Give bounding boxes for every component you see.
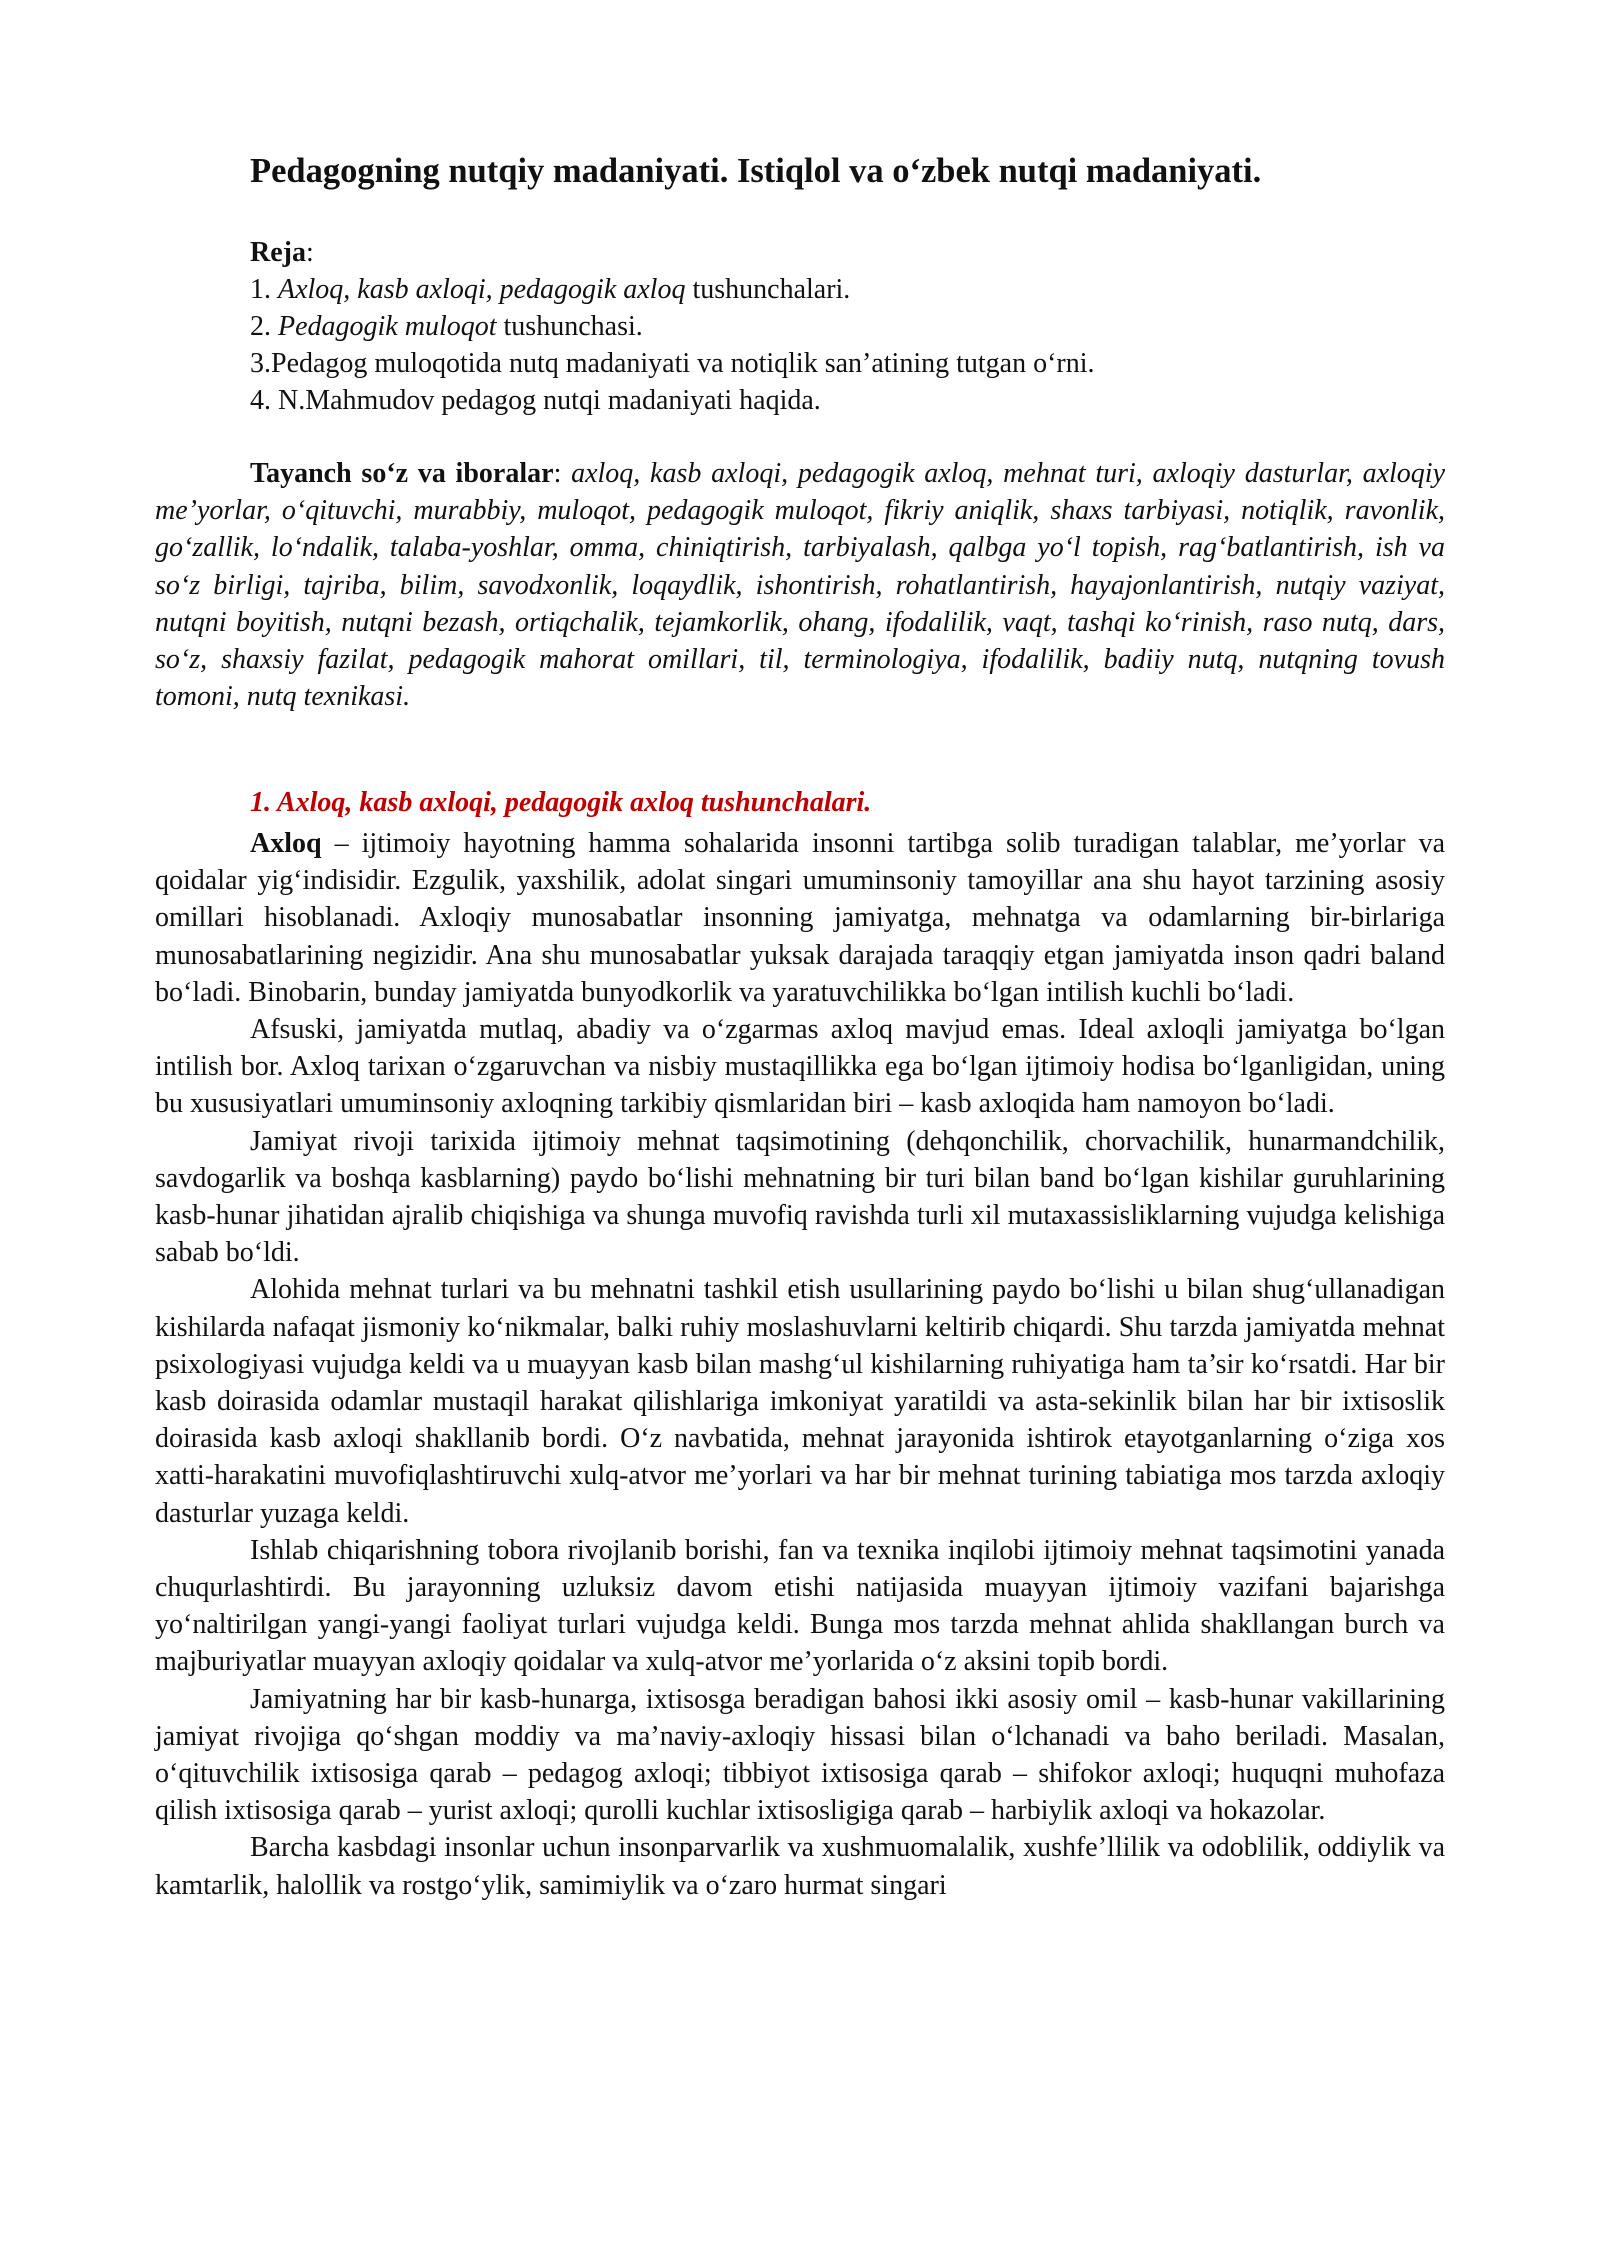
paragraph: Barcha kasbdagi insonlar uchun insonparvarlik va xushmuomalalik, xushfe’llilik va odoblilik, oddiylik va kamtarlik, halollik va rostgo‘ylik, samimiylik va o‘zaro hurmat singari (155, 1832, 1445, 1901)
section-heading: 1. Axloq, kasb axloqi, pedagogik axloq tushunchalari. (250, 787, 872, 818)
page-title: Pedagogning nutqiy madaniyati. Istiqlol va o‘zbek nutqi madaniyati. (250, 152, 1262, 190)
keywords-colon: : (553, 458, 572, 489)
plan-item-italic: Axloq, kasb axloqi, pedagogik axloq (278, 274, 686, 305)
plan-item-number: 2. (250, 311, 278, 342)
plan-list (250, 234, 1095, 419)
paragraph: Afsuski, jamiyatda mutlaq, abadiy va o‘zgarmas axloq mavjud emas. Ideal axloqli jamiyatga bo‘lgan intilish bor. Axloq tarixan o‘zgaruvchan va nisbiy mustaqillikka ega bo‘lgan ijtimoiy hodisa bo‘lganligidan, uning bu xususiyatlari umuminsoniy axloqning tarkibiy qismlaridan biri – kasb axloqida ham namoyon bo‘ladi. (155, 1014, 1445, 1120)
paragraph: Jamiyatning har bir kasb-hunarga, ixtisosga beradigan bahosi ikki asosiy omil – kasb-hunar vakillarining jamiyat rivojiga qo‘shgan moddiy va ma’naviy-axloqiy hissasi bilan o‘lchanadi va baho beriladi. Masalan, o‘qituvchilik ixtisosiga qarab – pedagog axloqi; tibbiyot ixtisosiga qarab – shifokor axloqi; huquqni muhofaza qilish ixtisosiga qarab – yurist axloqi; qurolli kuchlar ixtisosligiga qarab – harbiylik axloqi va hokazolar. (155, 1683, 1445, 1827)
keywords-text (155, 455, 1445, 715)
plan-item (250, 382, 1095, 419)
plan-item-text: Pedagog muloqotida nutq madaniyati va notiqlik san’atining tutgan o‘rni. (271, 348, 1095, 379)
plan-item-number: 1. (250, 274, 278, 305)
paragraph: Alohida mehnat turlari va bu mehnatni tashkil etish usullarining paydo bo‘lishi u bilan shug‘ullanadigan kishilarda nafaqat jismoniy ko‘nikmalar, balki ruhiy moslashuvlarni keltirib chiqardi. Shu tarzda jamiyatda mehnat psixologiyasi vujudga keldi va u muayyan kasb bilan mashg‘ul kishilarning ruhiyatiga ham ta’sir ko‘rsatdi. Har bir kasb doirasida odamlar mustaqil harakat qilishlariga imkoniyat yaratildi va asta-sekinlik bilan har bir ixtisoslik doirasida kasb axloqi shakllanib bordi. O‘z navbatida, mehnat jarayonida ishtirok etayotganlarning o‘ziga xos xatti-harakatini muvofiqlashtiruvchi xulq-atvor me’yorlari va har bir mehnat turining tabiatiga mos tarzda axloqiy dasturlar yuzaga keldi. (155, 1274, 1445, 1529)
plan-item-italic: Pedagogik muloqot (278, 311, 497, 342)
keywords-list: axloq, kasb axloqi, pedagogik axloq, mehnat turi, axloqiy dasturlar, axloqiy me’yorlar, o‘qituvchi, murabbiy, muloqot, pedagogik muloqot, fikriy aniqlik, shaxs tarbiyasi, notiqlik, ravonlik, go‘zallik, lo‘ndalik, talaba-yoshlar, omma, chiniqtirish, tarbiyalash, qalbga yo‘l topish, rag‘batlantirish, ish va so‘z birligi, tajriba, bilim, savodxonlik, loqaydlik, ishontirish, rohatlantirish, hayajonlantirish, nutqiy vaziyat, nutqni boyitish, nutqni bezash, ortiqchalik, tejamkorlik, ohang, ifodalilik, vaqt, tashqi ko‘rinish, raso nutq, dars, so‘z, shaxsiy fazilat, pedagogik mahorat omillari, til, terminologiya, ifodalilik, badiiy nutq, nutqning tovush tomoni, nutq texnikasi. (155, 458, 1446, 713)
plan-label: Reja (250, 237, 306, 268)
section-body (155, 825, 1445, 1904)
keywords-paragraph (155, 455, 1445, 715)
plan-item-text: N.Mahmudov pedagog nutqi madaniyati haqida. (278, 385, 821, 416)
term-axloq: Axloq (250, 828, 322, 859)
paragraph-text: – ijtimoiy hayotning hamma sohalarida insonni tartibga solib turadigan talablar, me’yorlar va qoidalar yig‘indisidir. Ezgulik, yaxshilik, adolat singari umuminsoniy tamoyillar ana shu hayot tarzining asosiy omillari hisoblanadi. Axloqiy munosabatlar insonning jamiyatga, mehnatga va odamlarning bir-birlariga munosabatlarining negizidir. Ana shu munosabatlar yuksak darajada taraqqiy etgan jamiyatda inson qadri baland bo‘ladi. Binobarin, bunday jamiyatda bunyodkorlik va yaratuvchilikka bo‘lgan intilish kuchli bo‘ladi. (155, 828, 1445, 1008)
plan-item (250, 345, 1095, 382)
plan-item-text: tushunchalari. (685, 274, 851, 305)
plan-colon: : (305, 237, 314, 268)
plan-item-number: 3. (250, 348, 271, 379)
plan-item (250, 271, 1095, 308)
plan-item (250, 308, 1095, 345)
paragraph: Ishlab chiqarishning tobora rivojlanib borishi, fan va texnika inqilobi ijtimoiy mehnat taqsimotini yanada chuqurlashtirdi. Bu jarayonning uzluksiz davom etishi natijasida muayyan ijtimoiy vazifani bajarishga yo‘naltirilgan yangi-yangi faoliyat turlari vujudga keldi. Bunga mos tarzda mehnat ahlida shakllangan burch va majburiyatlar muayyan axloqiy qoidalar va xulq-atvor me’yorlarida o‘z aksini topib bordi. (155, 1534, 1445, 1678)
paragraph (155, 825, 1445, 1011)
plan-heading (250, 234, 1095, 271)
paragraph: Jamiyat rivoji tarixida ijtimoiy mehnat taqsimotining (dehqonchilik, chorvachilik, hunarmandchilik, savdogarlik va boshqa kasblarning) paydo bo‘lishi mehnatning bir turi bilan band bo‘lgan kishilar guruhlarining kasb-hunar jihatidan ajralib chiqishiga va shunga muvofiq ravishda turli xil mutaxassisliklarning vujudga kelishiga sabab bo‘ldi. (155, 1125, 1445, 1269)
plan-item-number: 4. (250, 385, 278, 416)
keywords-label: Tayanch so‘z va iboralar (250, 458, 554, 489)
plan-item-text: tushunchasi. (496, 311, 643, 342)
